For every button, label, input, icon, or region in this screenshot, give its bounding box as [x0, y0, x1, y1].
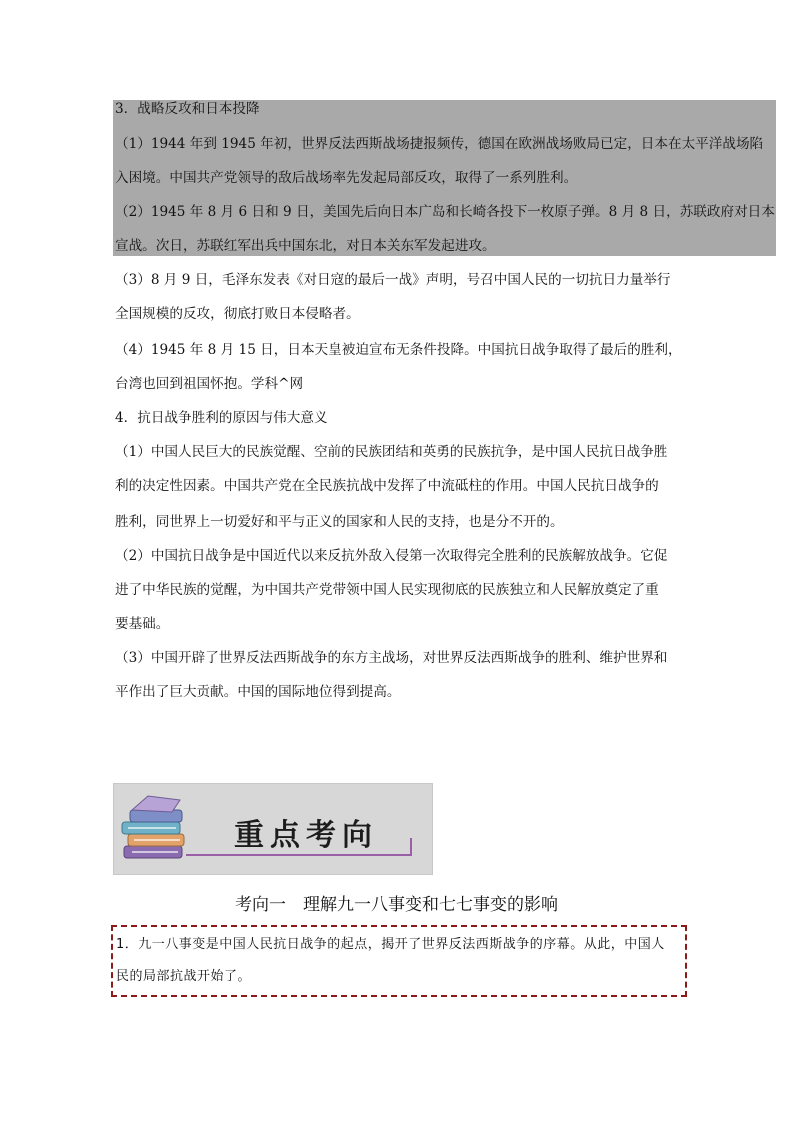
section-3-p1-line1: （1）1944 年到 1945 年初，世界反法西斯战场捷报频传，德国在欧洲战场败局已定，日本在太平洋战场陷: [115, 136, 764, 152]
section-3-p3-line2: 全国规模的反攻，彻底打败日本侵略者。: [115, 306, 360, 322]
note-line-1: 1．九一八事变是中国人民抗日战争的起点，揭开了世界反法西斯战争的序幕。从此，中国人: [116, 937, 665, 952]
section-4-p1-line3: 胜利，同世界上一切爱好和平与正义的国家和人民的支持，也是分不开的。: [115, 514, 564, 530]
note-line-2: 民的局部抗战开始了。: [116, 969, 252, 984]
section-3-p2-line2: 宣战。次日，苏联红军出兵中国东北，对日本关东军发起进攻。: [115, 238, 496, 254]
section-4-p2-line1: （2）中国抗日战争是中国近代以来反抗外敌入侵第一次取得完全胜利的民族解放战争。它促: [115, 548, 668, 564]
section-4-p3-line1: （3）中国开辟了世界反法西斯战争的东方主战场，对世界反法西斯战争的胜利、维护世界和: [115, 650, 668, 666]
section-3-p2-line1: （2）1945 年 8 月 6 日和 9 日，美国先后向日本广岛和长崎各投下一枚原子弹。8 月 8 日，苏联政府对日本: [115, 204, 775, 220]
section-3-p4-line1: （4）1945 年 8 月 15 日，日本天皇被迫宣布无条件投降。中国抗日战争取得了最后的胜利，: [115, 342, 682, 358]
banner-label: 重点考向: [234, 818, 378, 853]
section-4-title: 4．抗日战争胜利的原因与伟大意义: [115, 410, 328, 426]
direction-note-box: [111, 925, 687, 997]
banner-underline-end: [410, 838, 412, 856]
key-direction-banner: [113, 783, 433, 875]
section-4-p1-line1: （1）中国人民巨大的民族觉醒、空前的民族团结和英勇的民族抗争，是中国人民抗日战争胜: [115, 444, 668, 460]
section-4-p1-line2: 利的决定性因素。中国共产党在全民族抗战中发挥了中流砥柱的作用。中国人民抗日战争的: [115, 478, 659, 494]
section-3-p1-line2: 入困境。中国共产党领导的敌后战场率先发起局部反攻，取得了一系列胜利。: [115, 170, 578, 186]
section-4-p2-line3: 要基础。: [115, 616, 170, 632]
section-4-p3-line2: 平作出了巨大贡献。中国的国际地位得到提高。: [115, 684, 401, 700]
section-3-p4-line2: 台湾也回到祖国怀抱。学科^网: [115, 376, 304, 392]
section-3-p3-line1: （3）8 月 9 日，毛泽东发表《对日寇的最后一战》声明，号召中国人民的一切抗日力量举行: [115, 272, 671, 288]
banner-underline: [186, 854, 412, 856]
section-4-p2-line2: 进了中华民族的觉醒，为中国共产党带领中国人民实现彻底的民族独立和人民解放奠定了重: [115, 582, 659, 598]
stacked-books-icon: [118, 790, 198, 870]
section-3-title: 3．战略反攻和日本投降: [115, 101, 260, 117]
direction-title: 考向一 理解九一八事变和七七事变的影响: [235, 895, 558, 915]
